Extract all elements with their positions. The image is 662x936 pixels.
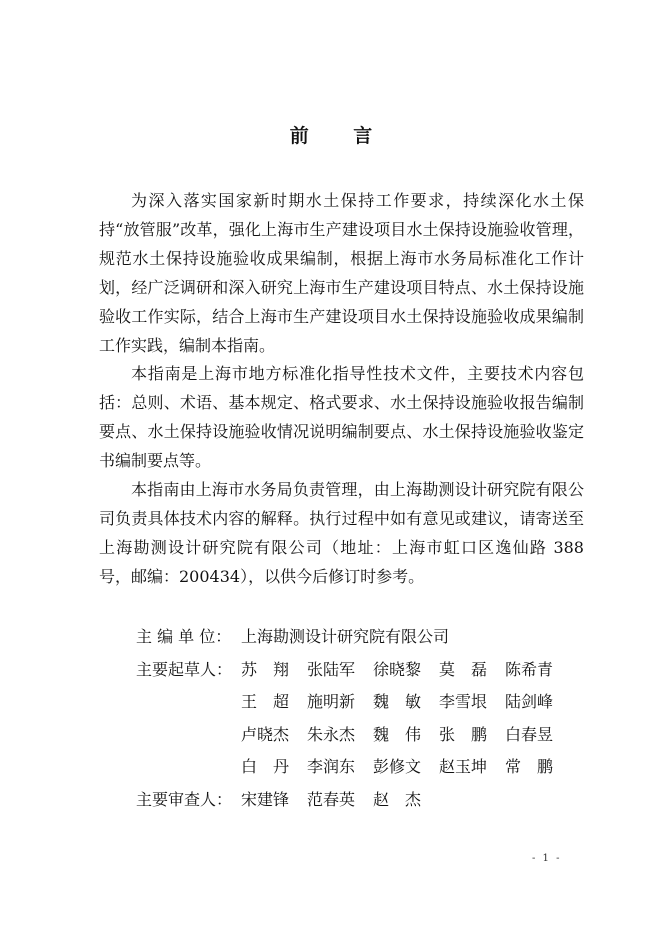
drafter-name: 彭修文 bbox=[373, 757, 422, 776]
reviewers-label: 主要审查人： bbox=[136, 789, 233, 809]
drafters-label: 主要起草人： bbox=[136, 659, 233, 679]
drafter-name: 张 鹏 bbox=[439, 724, 488, 744]
drafter-name: 赵玉坤 bbox=[439, 757, 488, 776]
foreword-body bbox=[99, 187, 584, 592]
reviewer-name: 范春英 bbox=[307, 789, 356, 809]
page-number: - 1 - bbox=[532, 853, 562, 864]
drafter-name: 朱永杰 bbox=[307, 724, 356, 744]
paragraph-scope: 本指南是上海市地方标准化指导性技术文件，主要技术内容包括：总则、术语、基本规定、格式要求、水土保持设施验收报告编制要点、水土保持设施验收情况说明编制要点、水土保持设施验收鉴定书编制要点等。 bbox=[99, 364, 584, 471]
label-spacer bbox=[136, 751, 241, 784]
chief-editor-label: 主 编 单 位： bbox=[136, 627, 232, 646]
drafters-row bbox=[136, 751, 571, 784]
drafter-name-list bbox=[241, 686, 571, 719]
drafter-name: 李雪垠 bbox=[439, 692, 488, 711]
drafter-name: 莫 磊 bbox=[439, 659, 488, 679]
drafter-name: 白 丹 bbox=[241, 757, 290, 776]
drafter-name: 施明新 bbox=[307, 692, 356, 711]
chief-editor-value: 上海勘测设计研究院有限公司 bbox=[241, 627, 450, 646]
reviewers-row bbox=[136, 784, 571, 817]
drafter-name: 徐晓黎 bbox=[373, 659, 422, 679]
drafter-name: 陆剑峰 bbox=[505, 692, 554, 711]
drafters-row bbox=[136, 686, 571, 719]
chief-editor-row bbox=[136, 621, 571, 654]
drafter-name: 魏 敏 bbox=[373, 692, 422, 711]
reviewer-name: 赵 杰 bbox=[373, 789, 422, 809]
drafter-name: 陈希青 bbox=[505, 659, 554, 679]
drafter-name: 李润东 bbox=[307, 757, 356, 776]
label-spacer bbox=[136, 686, 241, 719]
drafter-name-list bbox=[241, 751, 571, 784]
reviewer-name-list bbox=[241, 784, 439, 817]
drafter-name: 王 超 bbox=[241, 692, 290, 711]
page-title: 前 言 bbox=[289, 125, 392, 147]
drafter-name: 白春昱 bbox=[505, 724, 554, 744]
reviewer-name: 宋建锋 bbox=[241, 789, 290, 809]
label-spacer bbox=[136, 719, 241, 752]
drafter-name: 卢晓杰 bbox=[241, 724, 290, 744]
drafter-name-list bbox=[241, 719, 571, 752]
drafters-row bbox=[136, 719, 571, 752]
drafter-name: 常 鹏 bbox=[505, 757, 554, 776]
drafter-name-list bbox=[241, 654, 571, 687]
drafter-name: 魏 伟 bbox=[373, 724, 422, 744]
contributor-roster bbox=[136, 621, 571, 816]
drafters-row bbox=[136, 654, 571, 687]
drafter-name: 苏 翔 bbox=[241, 659, 290, 679]
paragraph-management: 本指南由上海市水务局负责管理，由上海勘测设计研究院有限公司负责具体技术内容的解释。执行过程中如有意见或建议，请寄送至上海勘测设计研究院有限公司（地址：上海市虹口区逸仙路 388 号，邮编：200434），以供今后修订时参考。 bbox=[99, 480, 584, 586]
paragraph-purpose: 为深入落实国家新时期水土保持工作要求，持续深化水土保持“放管服”改革，强化上海市生产建设项目水土保持设施验收管理，规范水土保持设施验收成果编制，根据上海市水务局标准化工作计划，经广泛调研和深入研究上海市生产建设项目特点、水土保持设施验收工作实际，结合上海市生产建设项目水土保持设施验收成果编制工作实践，编制本指南。 bbox=[99, 191, 584, 355]
drafter-name: 张陆军 bbox=[307, 659, 356, 679]
